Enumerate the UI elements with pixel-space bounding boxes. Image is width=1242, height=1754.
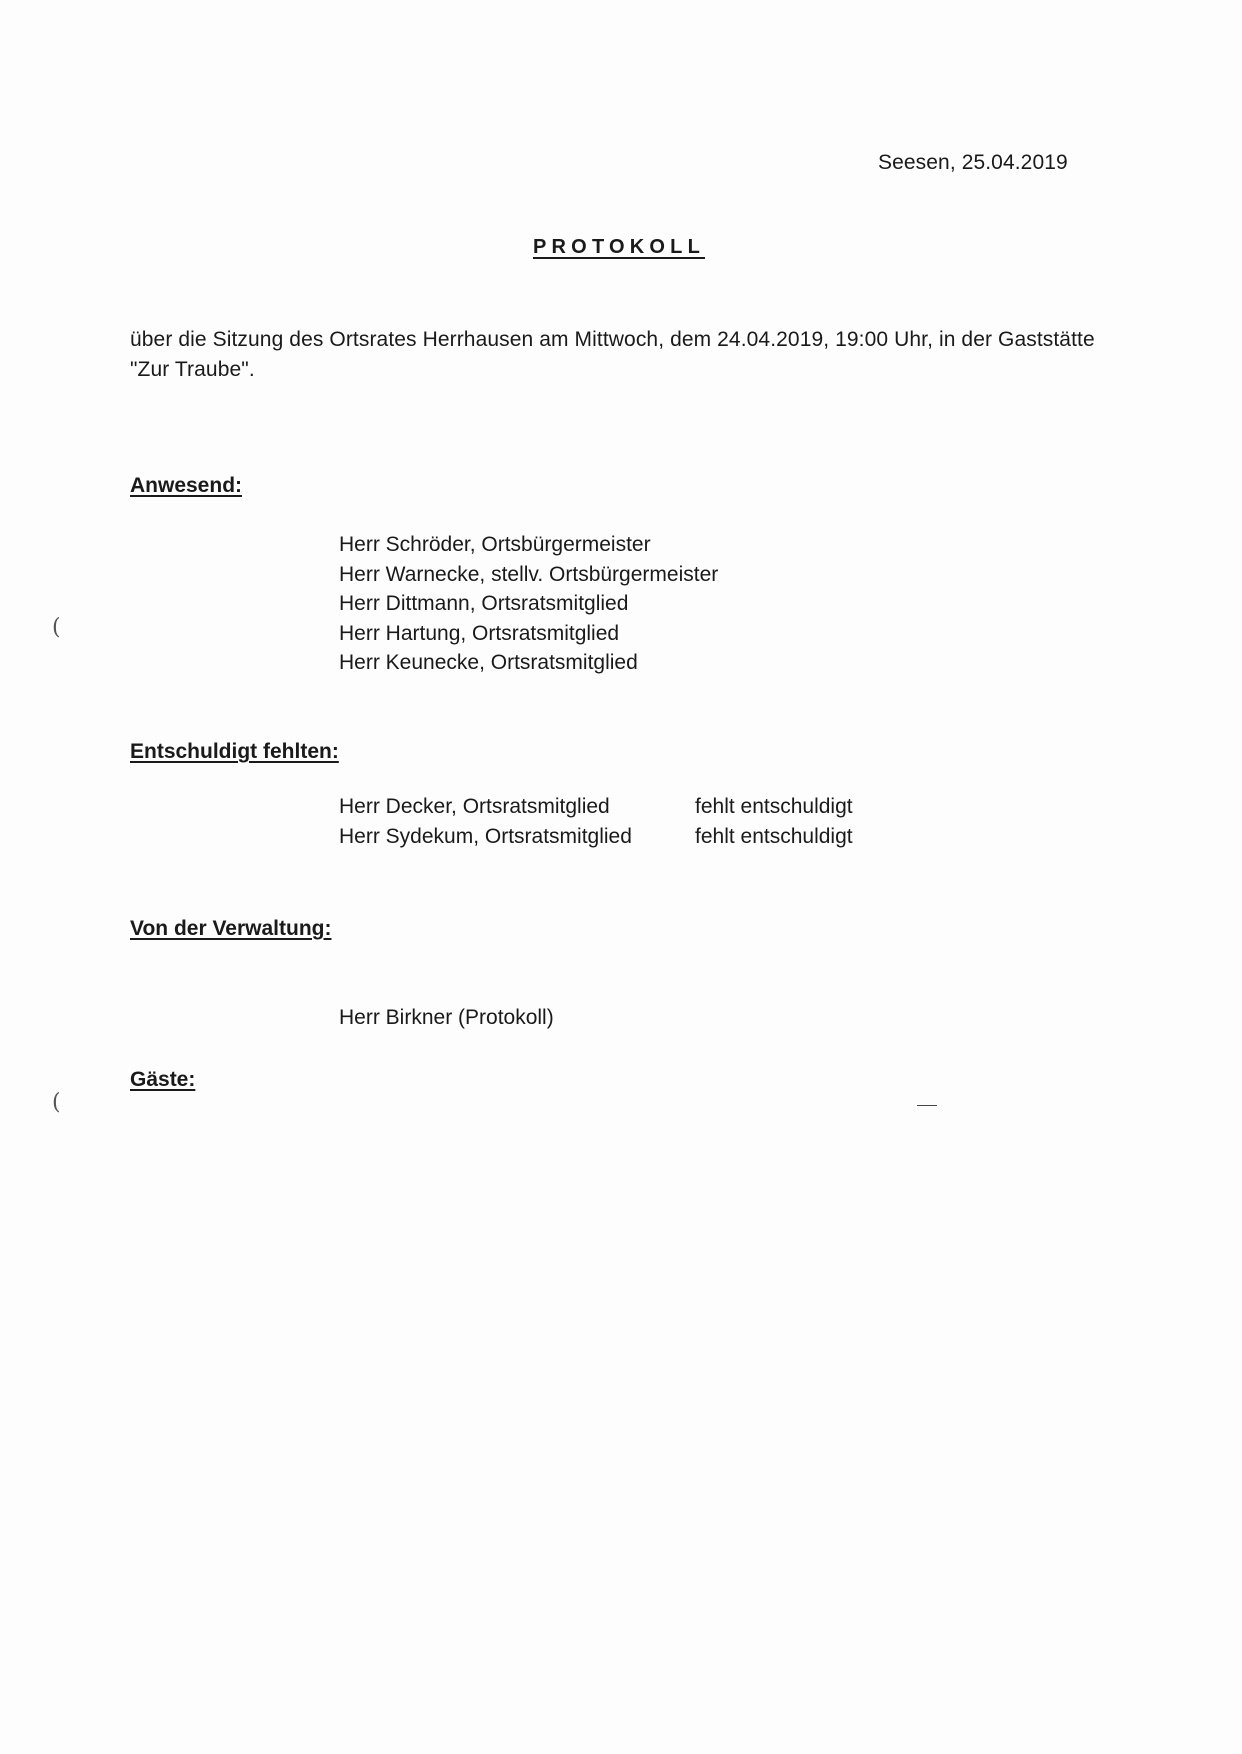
- place-date: Seesen, 25.04.2019: [878, 151, 1068, 174]
- excused-table: [339, 795, 853, 854]
- heading-guests: Gäste:: [130, 1068, 196, 1091]
- list-item: Herr Hartung, Ortsratsmitglied: [339, 621, 620, 645]
- table-row: [339, 795, 853, 825]
- administration-list: [339, 1003, 554, 1033]
- excused-status: fehlt entschuldigt: [695, 824, 853, 848]
- intro-paragraph: über die Sitzung des Ortsrates Herrhausen am Mittwoch, dem 24.04.2019, 19:00 Uhr, in der Gaststätte "Zur Traube".: [130, 328, 1095, 381]
- list-item: Herr Birkner (Protokoll): [339, 1006, 554, 1029]
- list-item: Herr Dittmann, Ortsratsmitglied: [339, 592, 629, 615]
- heading-administration: Von der Verwaltung:: [130, 917, 332, 940]
- excused-name: Herr Decker, Ortsratsmitglied: [339, 795, 610, 818]
- list-item: Herr Schröder, Ortsbürgermeister: [339, 533, 651, 556]
- guests-dash: [917, 1105, 937, 1106]
- list-item: Herr Keunecke, Ortsratsmitglied: [339, 651, 638, 674]
- table-row: [339, 825, 853, 855]
- heading-excused: Entschuldigt fehlten:: [130, 740, 339, 763]
- excused-name: Herr Sydekum, Ortsratsmitglied: [339, 824, 632, 848]
- document-title: PROTOKOLL: [533, 236, 705, 258]
- present-list: [339, 530, 718, 678]
- excused-status: fehlt entschuldigt: [695, 795, 853, 818]
- heading-present: Anwesend:: [130, 474, 243, 497]
- scan-mark: (: [52, 615, 61, 640]
- list-item: Herr Warnecke, stellv. Ortsbürgermeister: [339, 562, 719, 586]
- scan-mark: (: [52, 1090, 61, 1115]
